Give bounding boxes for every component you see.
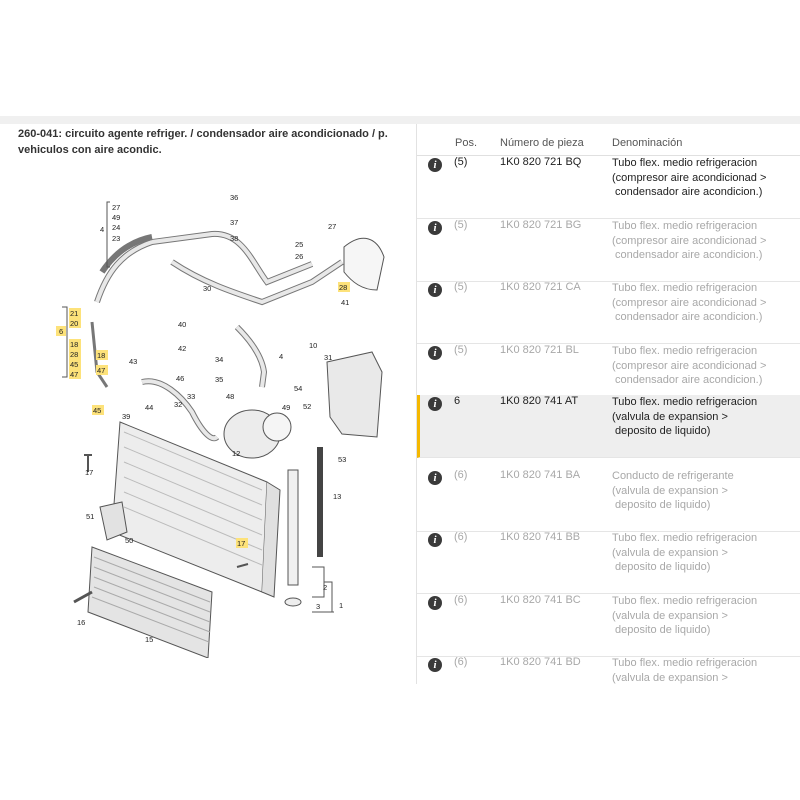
info-icon[interactable]: i <box>428 658 442 672</box>
description-line: deposito de liquido) <box>615 425 711 437</box>
svg-text:23: 23 <box>112 234 121 243</box>
row-description <box>612 656 757 684</box>
description-line: (valvula de expansion > <box>612 546 728 559</box>
description-line: deposito de liquido) <box>615 561 711 573</box>
table-row[interactable] <box>417 531 800 594</box>
svg-text:47: 47 <box>70 370 79 379</box>
table-row[interactable] <box>417 469 800 532</box>
row-part-number: 1K0 820 741 BA <box>500 469 581 481</box>
svg-text:37: 37 <box>230 218 239 227</box>
svg-text:21: 21 <box>70 309 79 318</box>
svg-text:18: 18 <box>97 351 106 360</box>
table-row[interactable] <box>417 156 800 219</box>
row-part-number: 1K0 820 721 CA <box>500 281 581 293</box>
svg-text:18: 18 <box>70 340 79 349</box>
description-line: deposito de liquido) <box>615 624 711 636</box>
info-icon[interactable]: i <box>428 397 442 411</box>
description-line: condensador aire acondicion.) <box>615 374 763 386</box>
row-part-number: 1K0 820 741 BC <box>500 594 581 606</box>
row-part-number: 1K0 820 721 BQ <box>500 156 582 168</box>
row-description <box>612 469 734 513</box>
svg-text:45: 45 <box>70 360 79 369</box>
description-line: Conducto de refrigerante <box>612 470 734 482</box>
description-line: Tubo flex. medio refrigeracion <box>612 345 758 357</box>
svg-text:48: 48 <box>226 392 235 401</box>
svg-text:30: 30 <box>203 284 212 293</box>
svg-text:53: 53 <box>338 455 347 464</box>
svg-text:41: 41 <box>341 298 350 307</box>
description-line: (valvula de expansion > <box>612 671 728 684</box>
svg-text:36: 36 <box>230 193 239 202</box>
svg-text:6: 6 <box>59 327 64 336</box>
svg-text:2: 2 <box>323 583 328 592</box>
svg-text:52: 52 <box>303 402 312 411</box>
info-icon[interactable]: i <box>428 533 442 547</box>
table-row[interactable] <box>417 219 800 282</box>
row-part-number: 1K0 820 741 BB <box>500 531 581 543</box>
svg-text:51: 51 <box>86 512 95 521</box>
svg-text:24: 24 <box>112 223 121 232</box>
top-band <box>0 116 800 124</box>
header-description: Denominación <box>612 137 683 149</box>
description-line: (valvula de expansion > <box>612 609 728 622</box>
svg-text:32: 32 <box>174 400 183 409</box>
row-part-number: 1K0 820 721 BG <box>500 219 582 231</box>
row-description <box>612 395 757 439</box>
description-line: (compresor aire acondicionad > <box>612 234 767 247</box>
row-description <box>612 219 766 263</box>
description-line: Tubo flex. medio refrigeracion <box>612 157 758 169</box>
description-line: Tubo flex. medio refrigeracion <box>612 595 758 607</box>
row-pos: (5) <box>454 219 468 231</box>
svg-text:4: 4 <box>279 352 284 361</box>
svg-text:15: 15 <box>145 635 154 644</box>
svg-text:33: 33 <box>187 392 196 401</box>
row-part-number: 1K0 820 721 BL <box>500 344 579 356</box>
row-part-number: 1K0 820 741 AT <box>500 395 579 407</box>
svg-text:16: 16 <box>77 618 86 627</box>
description-line: condensador aire acondicion.) <box>615 186 763 198</box>
row-pos: (6) <box>454 656 468 668</box>
info-icon[interactable]: i <box>428 221 442 235</box>
header-part-number: Número de pieza <box>500 137 584 149</box>
diagram-title: 260-041: circuito agente refriger. / condensador aire acondicionado / p. vehiculos con aire acondic. <box>18 128 388 156</box>
description-line: (compresor aire acondicionad > <box>612 359 767 372</box>
row-pos: (6) <box>454 531 468 543</box>
svg-text:46: 46 <box>176 374 185 383</box>
table-row[interactable] <box>417 656 800 684</box>
svg-text:43: 43 <box>129 357 138 366</box>
svg-text:28: 28 <box>339 283 348 292</box>
row-pos: (5) <box>454 344 468 356</box>
info-icon[interactable]: i <box>428 471 442 485</box>
description-line: (valvula de expansion > <box>612 484 728 497</box>
table-header <box>417 124 800 156</box>
description-line: Tubo flex. medio refrigeracion <box>612 657 758 669</box>
svg-text:17: 17 <box>237 539 246 548</box>
row-description <box>612 344 766 388</box>
svg-text:4: 4 <box>100 225 105 234</box>
row-pos: (5) <box>454 281 468 293</box>
table-row[interactable] <box>417 281 800 344</box>
svg-text:12: 12 <box>232 449 241 458</box>
svg-text:28: 28 <box>70 350 79 359</box>
header-pos: Pos. <box>455 137 478 149</box>
svg-text:42: 42 <box>178 344 187 353</box>
svg-text:44: 44 <box>145 403 154 412</box>
svg-text:27: 27 <box>328 222 337 231</box>
description-line: Tubo flex. medio refrigeracion <box>612 396 758 408</box>
parts-table <box>417 124 800 684</box>
description-line: Tubo flex. medio refrigeracion <box>612 220 758 232</box>
info-icon[interactable]: i <box>428 596 442 610</box>
description-line: Tubo flex. medio refrigeracion <box>612 532 758 544</box>
row-part-number: 1K0 820 741 BD <box>500 656 581 668</box>
row-pos: 6 <box>454 395 461 407</box>
description-line: (valvula de expansion > <box>612 410 728 423</box>
svg-text:45: 45 <box>93 406 102 415</box>
row-pos: (6) <box>454 594 468 606</box>
svg-text:34: 34 <box>215 355 224 364</box>
info-icon[interactable]: i <box>428 283 442 297</box>
table-row[interactable] <box>417 395 800 458</box>
description-line: Tubo flex. medio refrigeracion <box>612 282 758 294</box>
svg-text:39: 39 <box>122 412 131 421</box>
parts-diagram <box>12 172 416 658</box>
row-pos: (6) <box>454 469 468 481</box>
row-pos: (5) <box>454 156 468 168</box>
svg-text:49: 49 <box>112 213 121 222</box>
description-line: deposito de liquido) <box>615 499 711 511</box>
description-line: condensador aire acondicion.) <box>615 311 763 323</box>
svg-text:54: 54 <box>294 384 303 393</box>
row-description <box>612 156 766 200</box>
svg-text:47: 47 <box>97 366 106 375</box>
svg-text:3: 3 <box>316 602 321 611</box>
svg-text:26: 26 <box>295 252 304 261</box>
svg-text:20: 20 <box>70 319 79 328</box>
svg-text:1: 1 <box>339 601 344 610</box>
svg-text:25: 25 <box>295 240 304 249</box>
table-row[interactable] <box>417 594 800 657</box>
svg-text:49: 49 <box>282 403 291 412</box>
svg-text:27: 27 <box>112 203 121 212</box>
info-icon[interactable]: i <box>428 346 442 360</box>
row-description <box>612 594 757 638</box>
description-line: condensador aire acondicion.) <box>615 249 763 261</box>
svg-text:31: 31 <box>324 353 333 362</box>
row-description <box>612 281 766 325</box>
row-description <box>612 531 757 575</box>
svg-text:17: 17 <box>85 468 94 477</box>
description-line: (compresor aire acondicionad > <box>612 171 767 184</box>
svg-text:35: 35 <box>215 375 224 384</box>
svg-text:38: 38 <box>230 234 239 243</box>
svg-text:10: 10 <box>309 341 318 350</box>
svg-text:40: 40 <box>178 320 187 329</box>
info-icon[interactable]: i <box>428 158 442 172</box>
description-line: (compresor aire acondicionad > <box>612 296 767 309</box>
svg-text:50: 50 <box>125 536 134 545</box>
svg-text:13: 13 <box>333 492 342 501</box>
